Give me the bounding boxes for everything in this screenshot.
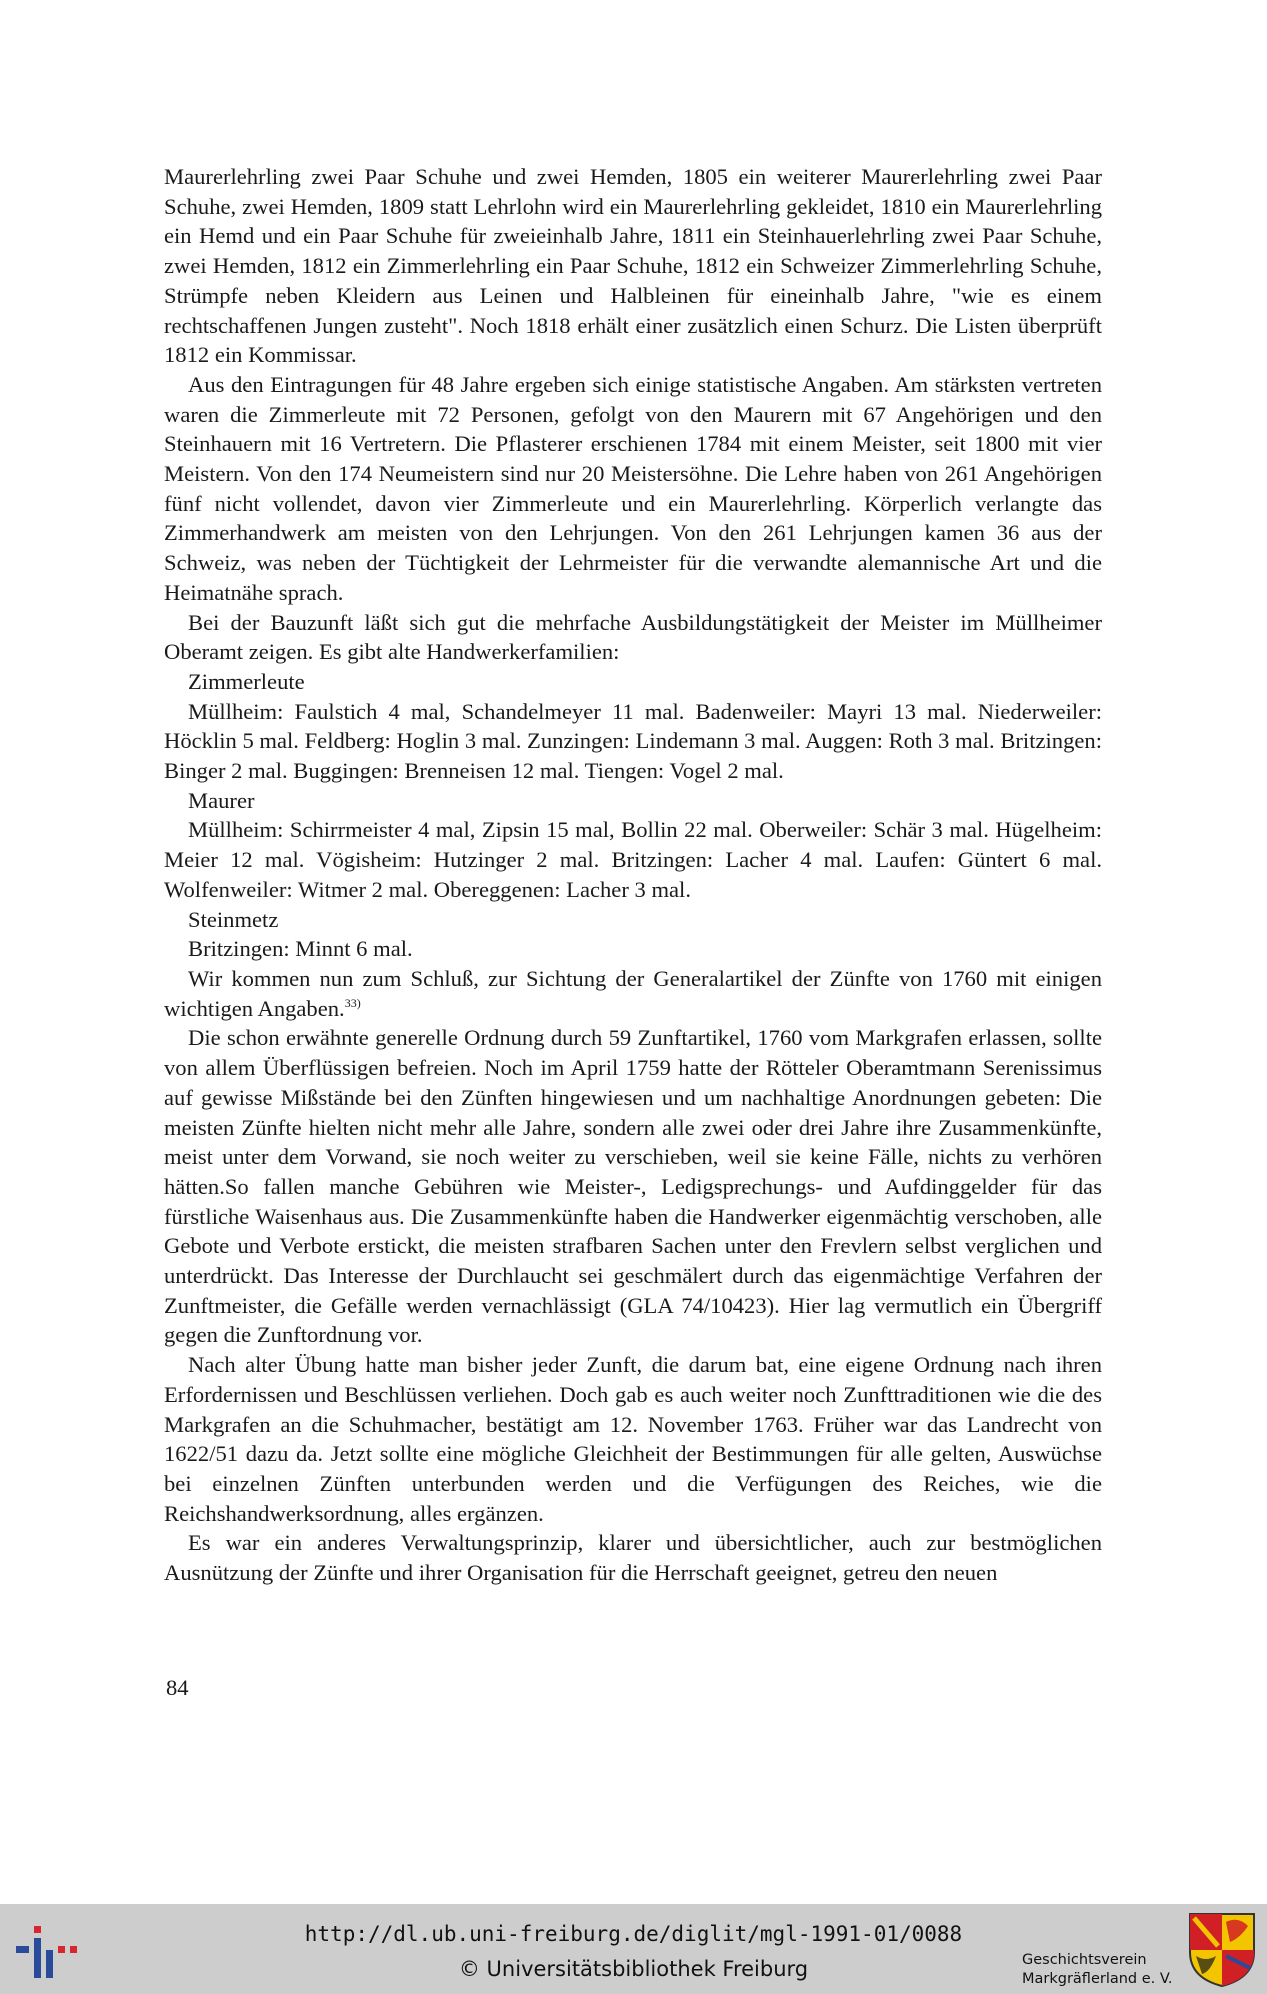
paragraph: Nach alter Übung hatte man bisher jeder Zunft, die darum bat, eine eigene Ordnung nach ihren Erfordernissen und Beschlüssen verliehen. Doch gab es auch weiter noch Zunfttraditionen wie die des Markgrafen an die Schuhmacher, bestätigt am 12. November 1763. Früher war das Landrecht von 1622/51 dazu da. Jetzt sollte eine mögliche Gleichheit der Bestimmungen für alle gelten, Auswüchse bei einzelnen Zünften unterbunden werden und die Verfügungen des Reiches, wie die Reichshandwerksordnung, alles ergänzen. bbox=[164, 1352, 1102, 1526]
source-url-link[interactable]: http://dl.ub.uni-freiburg.de/diglit/mgl-1991-01/0088 bbox=[304, 1922, 963, 1946]
paragraph: Müllheim: Faulstich 4 mal, Schandelmeyer 11 mal. Badenweiler: Mayri 13 mal. Niederweiler: Höcklin 5 mal. Feldberg: Hoglin 3 mal. Zunzingen: Lindemann 3 mal. Auggen: Roth 3 mal. Britzingen: Binger 2 mal. Buggingen: Brenneisen 12 mal. Tiengen: Vogel 2 mal. bbox=[164, 698, 1102, 784]
paragraph: Maurerlehrling zwei Paar Schuhe und zwei Hemden, 1805 ein weiterer Maurerlehrling zwei Paar Schuhe, zwei Hemden, 1809 statt Lehrlohn wird ein Maurerlehrling gekleidet, 1810 ein Maurerlehrling ein Hemd und ein Paar Schuhe für zweieinhalb Jahre, 1811 ein Steinhauerlehrling zwei Paar Schuhe, zwei Hemden, 1812 ein Zimmerlehrling ein Paar Schuhe, 1812 ein Schweizer Zimmerlehrling Schuhe, Strümpfe neben Kleidern aus Leinen und Halbleinen für eineinhalb Jahre, "wie es einem rechtschaffenen Jungen zusteht". Noch 1818 erhält einer zusätzlich einen Schurz. Die Listen überprüft 1812 ein Kommissar. bbox=[164, 164, 1102, 368]
paragraph: Es war ein anderes Verwaltungsprinzip, klarer und übersichtlicher, auch zur bestmöglichen Ausnützung der Zünfte und ihrer Organisation für die Herrschaft geeignet, getreu den neuen bbox=[164, 1530, 1102, 1586]
subheading-zimmerleute: Zimmerleute bbox=[188, 668, 305, 694]
society-name bbox=[1022, 1951, 1182, 1989]
society-line-2: Markgräflerland e. V. bbox=[1022, 1971, 1173, 1987]
paragraph: Bei der Bauzunft läßt sich gut die mehrfache Ausbildungstätigkeit der Meister im Müllheimer Oberamt zeigen. Es gibt alte Handwerkerfamilien: bbox=[164, 609, 1102, 665]
subheading-maurer: Maurer bbox=[188, 787, 255, 813]
subheading-steinmetz: Steinmetz bbox=[188, 906, 279, 932]
paragraph: Aus den Eintragungen für 48 Jahre ergeben sich einige statistische Angaben. Am stärksten vertreten waren die Zimmerleute mit 72 Personen, gefolgt von den Maurern mit 67 Angehörigen und den Steinhauern mit 16 Vertretern. Die Pflasterer erschienen 1784 mit einem Meister, seit 1800 mit vier Meistern. Von den 174 Neumeistern sind nur 20 Meistersöhne. Die Lehre haben von 261 Angehörigen fünf nicht vollendet, davon vier Zimmerleute und ein Maurerlehrling. Körperlich verlangte das Zimmerhandwerk am meisten von den Lehrjungen. Von den 261 Lehrjungen kamen 36 aus der Schweiz, was neben der Tüchtigkeit der Lehrmeister für die verwandte alemannische Art und die Heimatnähe sprach. bbox=[164, 371, 1102, 605]
footer-bar bbox=[0, 1904, 1267, 1994]
society-line-1: Geschichtsverein bbox=[1022, 1952, 1147, 1968]
paragraph: Britzingen: Minnt 6 mal. bbox=[188, 936, 413, 962]
page-number: 84 bbox=[166, 1675, 189, 1700]
copyright-text: © Universitätsbibliothek Freiburg bbox=[458, 1957, 809, 1981]
paragraph: Müllheim: Schirrmeister 4 mal, Zipsin 15 mal, Bollin 22 mal. Oberweiler: Schär 3 mal. Hügelheim: Meier 12 mal. Vögisheim: Hutzinger 2 mal. Britzingen: Lacher 4 mal. Laufen: Güntert 6 mal. Wolfenweiler: Witmer 2 mal. Obereggenen: Lacher 3 mal. bbox=[164, 817, 1102, 902]
footnote-ref: 33) bbox=[344, 995, 361, 1010]
paragraph: Die schon erwähnte generelle Ordnung durch 59 Zunftartikel, 1760 vom Markgrafen erlassen, sollte von allem Überflüssigen befreien. Noch im April 1759 hatte der Rötteler Oberamtmann Serenissimus auf gewisse Mißstände bei den Zünften hingewiesen und um nachhaltige Anordnungen gebeten: Die meisten Zünfte hielten nicht mehr alle Jahre, sondern alle zwei oder drei Jahre ihre Zusammenkünfte, meist unter dem Vorwand, sie noch weiter zu verschieben, weil sie keine Fälle, nichts zu verhören hätten.So fallen manche Gebühren wie Meister-, Ledigsprechungs- und Aufdinggelder für das fürstliche Waisenhaus aus. Die Zusammenkünfte haben die Handwerker eigenmächtig verschoben, alle Gebote und Verbote erstickt, die meisten strafbaren Sachen unter den Frevlern selbst verglichen und unterdrückt. Das Interesse der Durchlaucht sei geschmälert durch das eigenmächtige Verfahren der Zunftmeister, die Gefälle werden vernachlässigt (GLA 74/10423). Hier lag vermutlich ein Übergriff gegen die Zunftordnung vor. bbox=[164, 1025, 1102, 1348]
paragraph bbox=[164, 964, 1102, 1023]
paragraph-text: Wir kommen nun zum Schluß, zur Sichtung der Generalartikel der Zünfte von 1760 mit einigen wichtigen Angaben. bbox=[164, 965, 1102, 1021]
body-text bbox=[164, 162, 1102, 1588]
coat-of-arms-icon bbox=[1188, 1912, 1256, 1988]
